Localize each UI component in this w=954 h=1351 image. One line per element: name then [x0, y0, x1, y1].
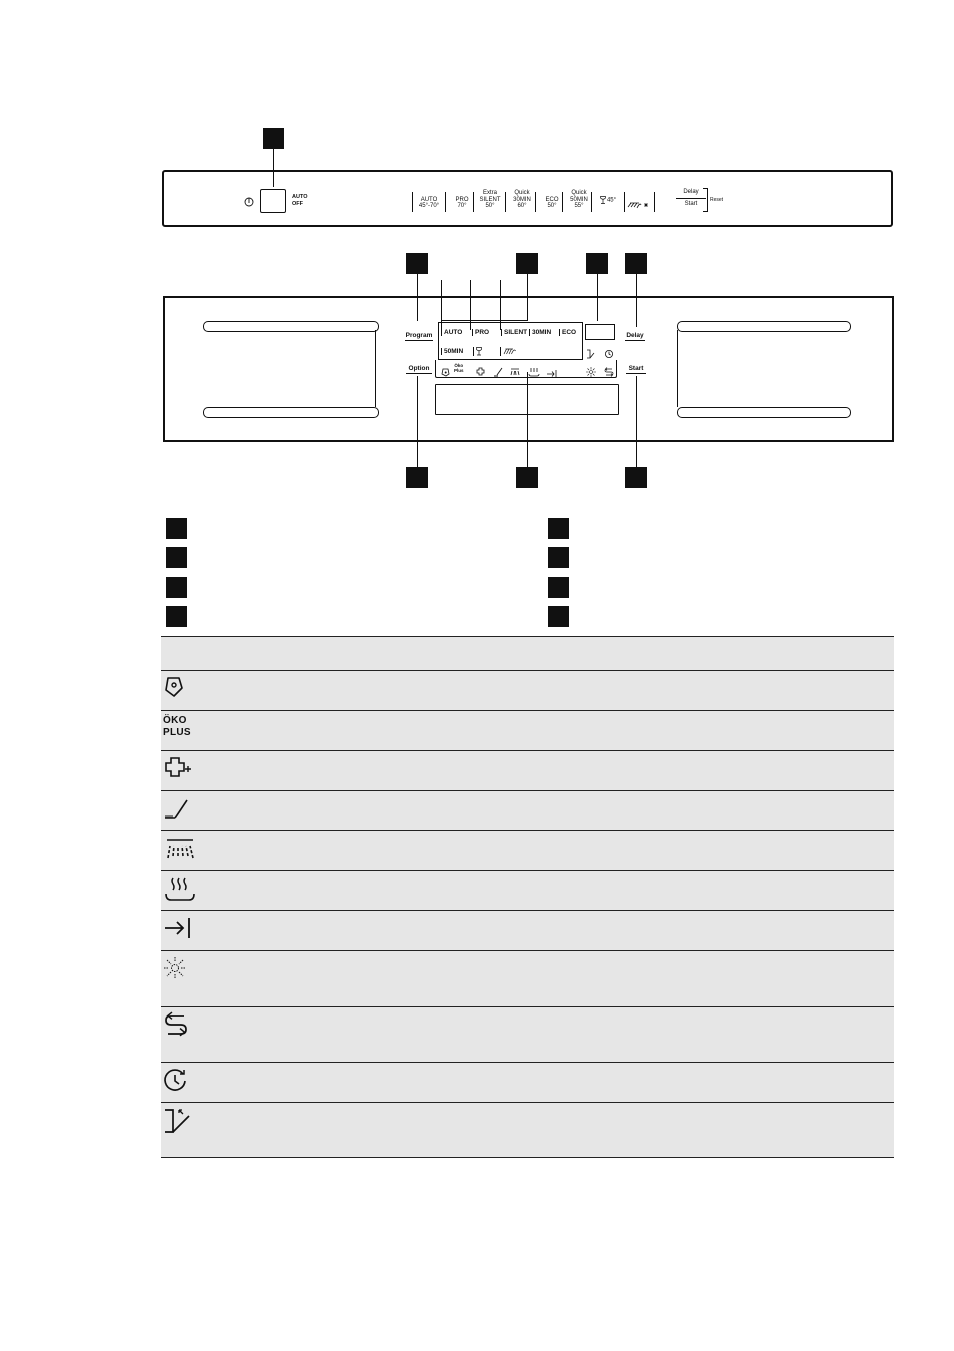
legend-marker [548, 547, 569, 568]
delay-timer-icon [604, 346, 614, 356]
auto-off-label: AUTO OFF [292, 194, 308, 207]
callout-marker-start [625, 467, 647, 488]
legend-marker [548, 606, 569, 627]
program-end-icon [163, 916, 197, 944]
legend-row-auto-open [161, 1102, 894, 1158]
salt-icon [163, 676, 197, 704]
bottom-control-panel [163, 296, 894, 442]
top-program-item: AUTO 45°-70° [418, 196, 440, 209]
program-button[interactable]: Program [405, 332, 433, 339]
time-display [585, 324, 615, 340]
callout-marker-delay [625, 253, 647, 274]
top-control-panel [162, 170, 893, 227]
top-program-item: ECO 50° [545, 196, 559, 209]
drying-icon [163, 876, 197, 904]
display-program-label: PRO [472, 329, 489, 336]
legend-row-spray [161, 830, 894, 870]
legend-marker [166, 518, 187, 539]
legend-row-end [161, 910, 894, 950]
separator-line [624, 192, 625, 212]
rinse-aid-icon [163, 796, 197, 824]
reset-label: Reset [710, 197, 724, 203]
display-program-label: SILENT [501, 329, 527, 336]
top-program-item: Quick 30MIN 60° [513, 190, 531, 209]
power-symbol-icon [244, 194, 254, 204]
start-button[interactable]: Start [626, 365, 646, 374]
indicator-rinse-aid-icon [493, 364, 503, 374]
legend-row-oko-plus [161, 710, 894, 750]
display-glass-icon [473, 347, 482, 356]
top-program-item: 45° [595, 196, 621, 204]
callout-marker-time-display [586, 253, 608, 274]
display-program-label: AUTO [441, 329, 462, 336]
indicator-spray-icon [509, 364, 521, 374]
legend-row-multitab [161, 1006, 894, 1062]
reset-bracket [703, 188, 708, 212]
callout-marker-display [516, 253, 538, 274]
oko-plus-label: ÖKO PLUS [163, 715, 191, 738]
separator-line [445, 192, 446, 212]
top-program-item: PRO 70° [455, 196, 469, 209]
right-handle-slot-bottom [677, 407, 851, 418]
left-handle-slot-bottom [203, 407, 379, 418]
callout-marker-indicators [516, 467, 538, 488]
legend-marker [548, 577, 569, 598]
option-button[interactable]: Option [406, 365, 432, 374]
legend-row-delay-timer [161, 1062, 894, 1102]
separator-line [473, 192, 474, 212]
separator-line [535, 192, 536, 212]
delay-button[interactable]: Delay [626, 332, 644, 339]
on-off-button[interactable] [260, 189, 286, 213]
top-delay-label: Delay [683, 189, 699, 195]
legend-row-extra-hygiene [161, 750, 894, 790]
auto-door-open-icon [163, 1108, 197, 1136]
display-program-label: 30MIN [529, 329, 551, 336]
top-program-item: Extra SILENT 50° [479, 190, 501, 209]
separator-line [412, 192, 413, 212]
info-display [435, 384, 619, 415]
delay-timer-icon [163, 1068, 197, 1096]
indicator-dry-icon [528, 364, 540, 374]
my-favourite-icon [627, 197, 649, 207]
legend-row-salt [161, 670, 894, 710]
right-slot-vertical [677, 330, 678, 407]
right-handle-slot-top [677, 321, 851, 332]
display-program-label: ECO [559, 329, 576, 336]
indicator-sun-icon [586, 364, 596, 374]
separator-line [654, 192, 655, 212]
extra-hygiene-icon [163, 756, 197, 784]
callout-marker-program [406, 253, 428, 274]
indicator-salt-icon [441, 364, 450, 373]
legend-marker [166, 577, 187, 598]
indicator-extra-hygiene-icon [476, 364, 486, 374]
indicator-oko-plus-label: Öko Plus [454, 363, 464, 373]
legend-marker [166, 547, 187, 568]
legend-header-row [161, 636, 894, 670]
display-50min: 50MIN [441, 348, 463, 355]
display-my-favourite-icon [500, 347, 519, 356]
indicator-end-icon [547, 365, 557, 373]
left-slot-vertical [375, 330, 376, 407]
legend-row-sun [161, 950, 894, 1006]
legend-marker [166, 606, 187, 627]
separator-line [562, 192, 563, 212]
indicator-multitab-icon [604, 364, 614, 374]
delay-start-divider [676, 198, 706, 199]
callout-marker-top [263, 128, 284, 149]
door-open-icon [586, 346, 596, 356]
legend-marker [548, 518, 569, 539]
legend-row-rinse-aid [161, 790, 894, 830]
separator-line [591, 192, 592, 212]
spray-arm-icon [163, 836, 197, 864]
top-start-label: Start [684, 201, 698, 207]
multitab-icon [163, 1012, 197, 1040]
top-program-item: Quick 50MIN 55° [570, 190, 588, 209]
legend-row-drying [161, 870, 894, 910]
left-handle-slot-top [203, 321, 379, 332]
callout-marker-option [406, 467, 428, 488]
separator-line [505, 192, 506, 212]
sun-icon [163, 956, 197, 984]
